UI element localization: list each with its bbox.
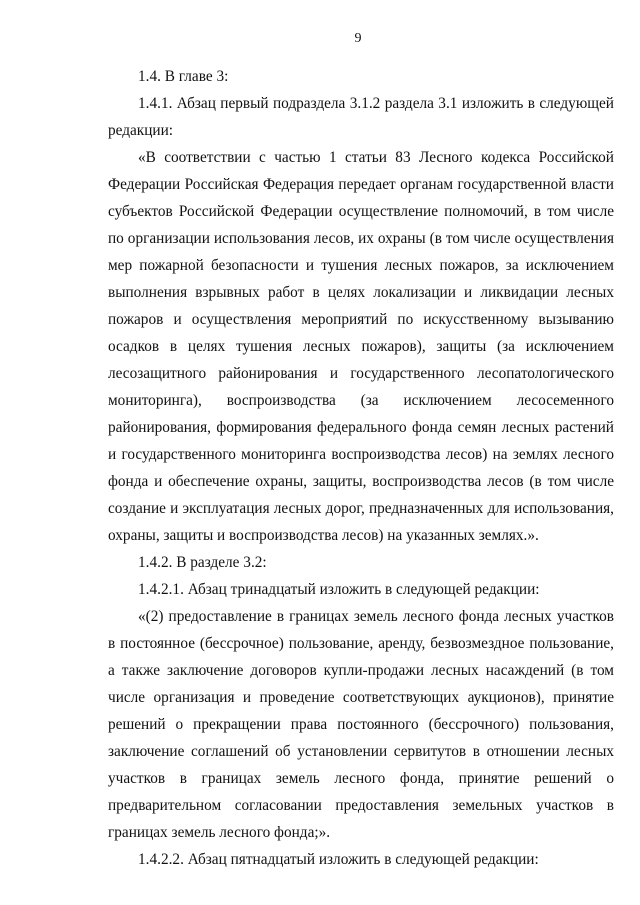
paragraph-instruction: 1.4.1. Абзац первый подраздела 3.1.2 раздела 3.1 изложить в следующей редакции: [108,95,614,139]
paragraph-section-heading: 1.4.2. В разделе 3.2: [138,554,267,571]
paragraph-chapter-heading: 1.4. В главе 3: [138,68,229,85]
paragraph-instruction: 1.4.2.2. Абзац пятнадцатый изложить в следующей редакции: [138,851,539,868]
page-number: 9 [354,31,362,46]
paragraph-quoted-text: «(2) предоставление в границах земель лесного фонда лесных участков в постоянное (бессрочное) пользование, аренду, безвозмездное пользование, а также заключение договоров купли-продажи лесных насаждений (в том числе организация и проведение соответствующих аукционов), принятие решений о прекращении права постоянного (бессрочного) пользования, заключение соглашений об установлении сервитутов в отношении лесных участков в границах земель лесного фонда, принятие решений о предварительном согласовании предоставления земельных участков в границах земель лесного фонда;». [108,608,614,841]
paragraph-instruction: 1.4.2.1. Абзац тринадцатый изложить в следующей редакции: [138,581,540,598]
document-body [108,63,614,873]
paragraph-quoted-text: «В соответствии с частью 1 статьи 83 Лесного кодекса Российской Федерации Российская Федерация передает органам государственной власти субъектов Российской Федерации осуществление полномочий, в том числе по организации использования лесов, их охраны (в том числе осуществления мер пожарной безопасности и тушения лесных пожаров, за исключением выполнения взрывных работ в целях локализации и ликвидации лесных пожаров и осуществления мероприятий по искусственному вызыванию осадков в целях тушения лесных пожаров), защиты (за исключением лесозащитного районирования и государственного лесопатологического мониторинга), воспроизводства (за исключением лесосеменного районирования, формирования федерального фонда семян лесных растений и государственного мониторинга воспроизводства лесов) на землях лесного фонда и обеспечение охраны, защиты, воспроизводства лесов (в том числе создание и эксплуатация лесных дорог, предназначенных для использования, охраны, защиты и воспроизводства лесов) на указанных землях.». [108,149,614,544]
